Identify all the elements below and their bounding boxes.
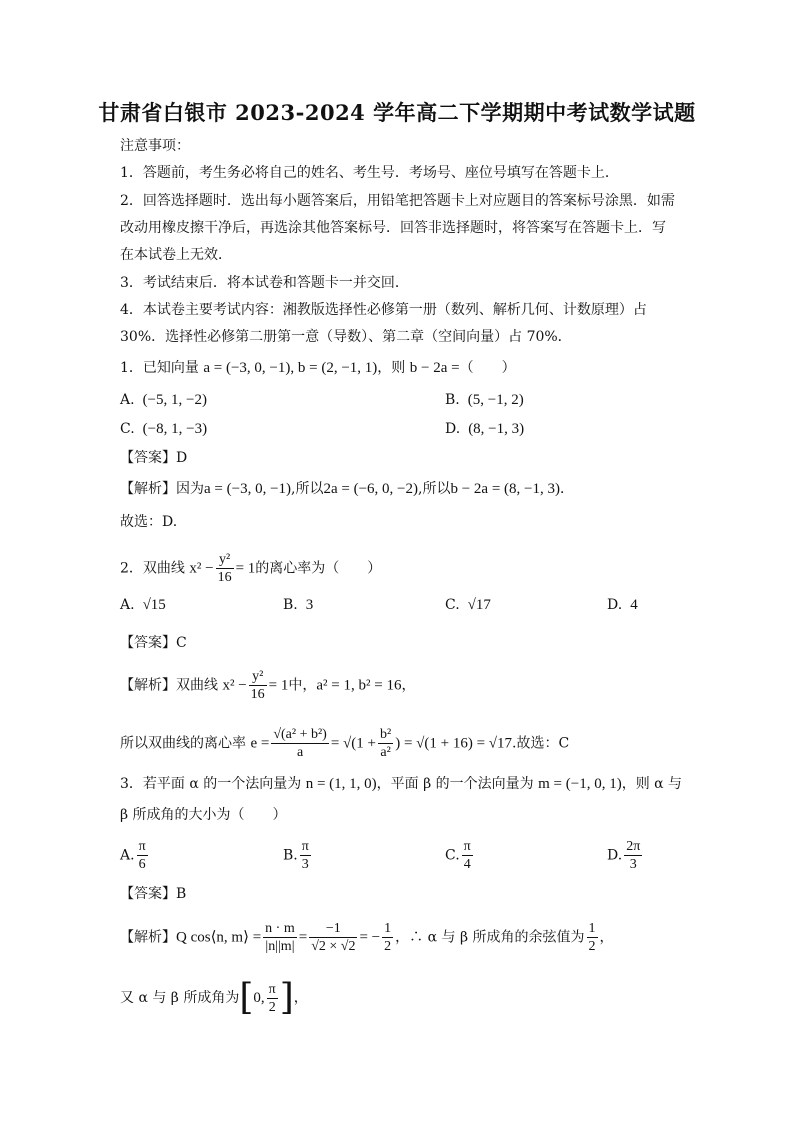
denominator: |n||m|	[265, 939, 295, 954]
analysis-text: 因为	[176, 481, 204, 497]
math-expression: a = (−3, 0, −1)	[204, 481, 292, 497]
option-d	[445, 420, 524, 438]
option-a	[120, 596, 166, 614]
question-text: ，则 α 与	[621, 776, 683, 792]
analysis-text: ，	[401, 677, 416, 694]
answer-line: 【答案】B	[120, 886, 187, 902]
numerator: 1	[588, 921, 596, 936]
fraction	[216, 551, 234, 586]
math-expression: e =	[250, 735, 270, 752]
denominator: 16	[217, 570, 232, 585]
fraction	[378, 726, 393, 761]
option-label: A.	[120, 847, 135, 864]
numerator: y²	[249, 668, 267, 686]
math-expression: b − 2a =	[409, 360, 460, 376]
fraction	[587, 920, 598, 955]
option-c	[120, 420, 207, 438]
denominator: 6	[138, 857, 146, 872]
fraction	[271, 726, 329, 761]
option-label: D.	[445, 421, 461, 437]
option-label: C.	[445, 847, 460, 864]
fraction	[137, 838, 148, 873]
denominator: √2 × √2	[311, 939, 356, 954]
numerator: π	[463, 839, 471, 854]
question-3-stem	[120, 775, 682, 793]
numerator: −1	[309, 920, 357, 938]
math-expression: ) = √(1 + 16) = √17	[395, 735, 513, 752]
question-2-stem	[120, 551, 381, 586]
fraction	[267, 981, 278, 1016]
option-label: B.	[283, 597, 298, 613]
numerator: √(a² + b²)	[273, 727, 327, 742]
question-text: 1．已知向量	[120, 360, 204, 376]
option-value: 3	[305, 597, 314, 613]
option-d	[607, 838, 644, 873]
option-a	[120, 838, 150, 873]
math-expression: 0,	[253, 990, 265, 1006]
fraction	[300, 838, 311, 873]
question-text: ，则	[377, 360, 410, 376]
numerator: π	[268, 981, 276, 997]
option-label: A.	[120, 392, 135, 408]
option-label: C.	[120, 421, 135, 437]
denominator: 2	[384, 939, 392, 954]
denominator: a²	[380, 745, 391, 760]
notice-heading: 注意事项：	[120, 138, 190, 154]
math-expression: =	[298, 929, 308, 946]
option-label: A.	[120, 597, 135, 613]
option-value: (−5, 1, −2)	[142, 392, 207, 408]
denominator: 2	[588, 939, 596, 954]
option-b	[445, 391, 524, 409]
option-label: D.	[607, 847, 623, 864]
question-1-stem	[120, 359, 516, 377]
analysis-line	[120, 920, 614, 955]
notice-item: 在本试卷上无效．	[120, 247, 232, 263]
analysis-line	[120, 668, 415, 703]
right-bracket: ]	[279, 977, 294, 1018]
option-c	[445, 838, 475, 873]
option-b	[283, 838, 313, 873]
analysis-line-2	[120, 726, 569, 761]
question-3-stem-line2: β 所成角的大小为（ ）	[120, 807, 287, 823]
math-expression: b − 2a = (8, −1, 3)	[450, 481, 560, 497]
option-a	[120, 391, 207, 409]
math-expression: n = (1, 1, 0)	[305, 776, 377, 792]
option-label: B.	[445, 392, 460, 408]
option-value: (8, −1, 3)	[468, 421, 525, 437]
denominator: a	[296, 745, 304, 760]
option-value: (5, −1, 2)	[467, 392, 524, 408]
fraction	[462, 838, 473, 873]
denominator: 2	[268, 999, 276, 1015]
math-expression: = 1	[235, 560, 256, 577]
option-value: √17	[467, 597, 491, 613]
numerator: π	[301, 839, 309, 854]
analysis-label: 【解析】	[120, 481, 176, 497]
denominator: 3	[629, 857, 637, 872]
option-label: C.	[445, 597, 460, 613]
option-value: (−8, 1, −3)	[142, 421, 208, 437]
notice-item: 1．答题前，考生务必将自己的姓名、考生号．考场号、座位号填写在答题卡上．	[120, 165, 619, 181]
option-value: 4	[630, 597, 638, 613]
analysis-line	[120, 480, 574, 498]
denominator: 3	[301, 857, 309, 872]
math-expression: = 1	[268, 677, 289, 694]
answer-line: 【答案】D	[120, 450, 188, 466]
page-title: 甘肃省白银市 2023-2024 学年高二下学期期中考试数学试题	[98, 100, 696, 125]
numerator: 1	[384, 921, 392, 936]
fraction	[382, 920, 393, 955]
analysis-text: ．	[560, 481, 574, 497]
left-bracket: [	[239, 977, 254, 1018]
math-expression: x² −	[189, 560, 214, 577]
conclusion-line: 故选：D.	[120, 514, 178, 530]
numerator: y²	[216, 551, 234, 569]
math-expression: m = (−1, 0, 1)	[538, 776, 622, 792]
notice-item: 2．回答选择题时．选出每小题答案后，用铅笔把答题卡上对应题目的答案标号涂黑．如需	[120, 193, 675, 209]
analysis-text: 中，	[288, 677, 317, 694]
answer-line: 【答案】C	[120, 635, 187, 651]
option-b	[283, 596, 313, 614]
analysis-text: ，	[293, 990, 308, 1006]
analysis-label: 【解析】	[120, 677, 176, 694]
analysis-text: .故选：C	[512, 735, 570, 752]
fraction	[624, 838, 642, 873]
analysis-text: 所以双曲线的离心率	[120, 735, 251, 752]
denominator: 4	[463, 857, 471, 872]
analysis-text: ,所以	[418, 481, 451, 497]
numerator: n · m	[265, 921, 295, 936]
analysis-label: 【解析】	[120, 929, 176, 946]
option-label: D.	[607, 597, 623, 613]
math-expression: Q cos⟨n, m⟩ =	[176, 929, 262, 946]
question-text: 2．双曲线	[120, 560, 190, 577]
notice-item: 30%．选择性必修第二册第一意（导数）、第二章（空间向量）占 70%．	[120, 329, 572, 345]
math-expression: 2a = (−6, 0, −2)	[323, 481, 419, 497]
option-value: √15	[142, 597, 166, 613]
question-text: 3．若平面 α 的一个法向量为	[120, 776, 306, 792]
fraction	[309, 920, 357, 955]
numerator: b²	[380, 727, 392, 742]
question-text: （ ）	[459, 360, 516, 376]
analysis-text: ，∴ α 与 β 所成角的余弦值为	[395, 929, 585, 946]
option-c	[445, 596, 491, 614]
fraction	[249, 668, 267, 703]
notice-item: 4．本试卷主要考试内容：湘教版选择性必修第一册（数列、解析几何、计数原理）占	[120, 302, 647, 318]
analysis-text: ，	[599, 929, 614, 946]
denominator: 16	[250, 687, 265, 702]
fraction	[263, 920, 297, 955]
math-expression: = −	[359, 929, 381, 946]
math-expression: a = (−3, 0, −1), b = (2, −1, 1)	[203, 360, 378, 376]
notice-item: 3．考试结束后．将本试卷和答题卡一并交回．	[120, 275, 409, 291]
analysis-text: 又 α 与 β 所成角为	[120, 990, 240, 1006]
numerator: 2π	[626, 839, 641, 854]
notice-item: 改动用橡皮擦干净后，再选涂其他答案标号．回答非选择题时，将答案写在答题卡上．写	[120, 220, 666, 236]
math-expression: = √(1 +	[330, 735, 376, 752]
option-label: B.	[283, 847, 298, 864]
numerator: π	[138, 839, 146, 854]
question-text: ，平面 β 的一个法向量为	[376, 776, 539, 792]
math-expression: a² = 1, b² = 16	[316, 677, 402, 694]
question-text: 的离心率为（ ）	[255, 560, 382, 577]
analysis-line-2	[120, 977, 308, 1018]
option-d	[607, 596, 638, 614]
analysis-text: ,所以	[291, 481, 324, 497]
analysis-text: 双曲线	[176, 677, 223, 694]
math-expression: x² −	[222, 677, 247, 694]
